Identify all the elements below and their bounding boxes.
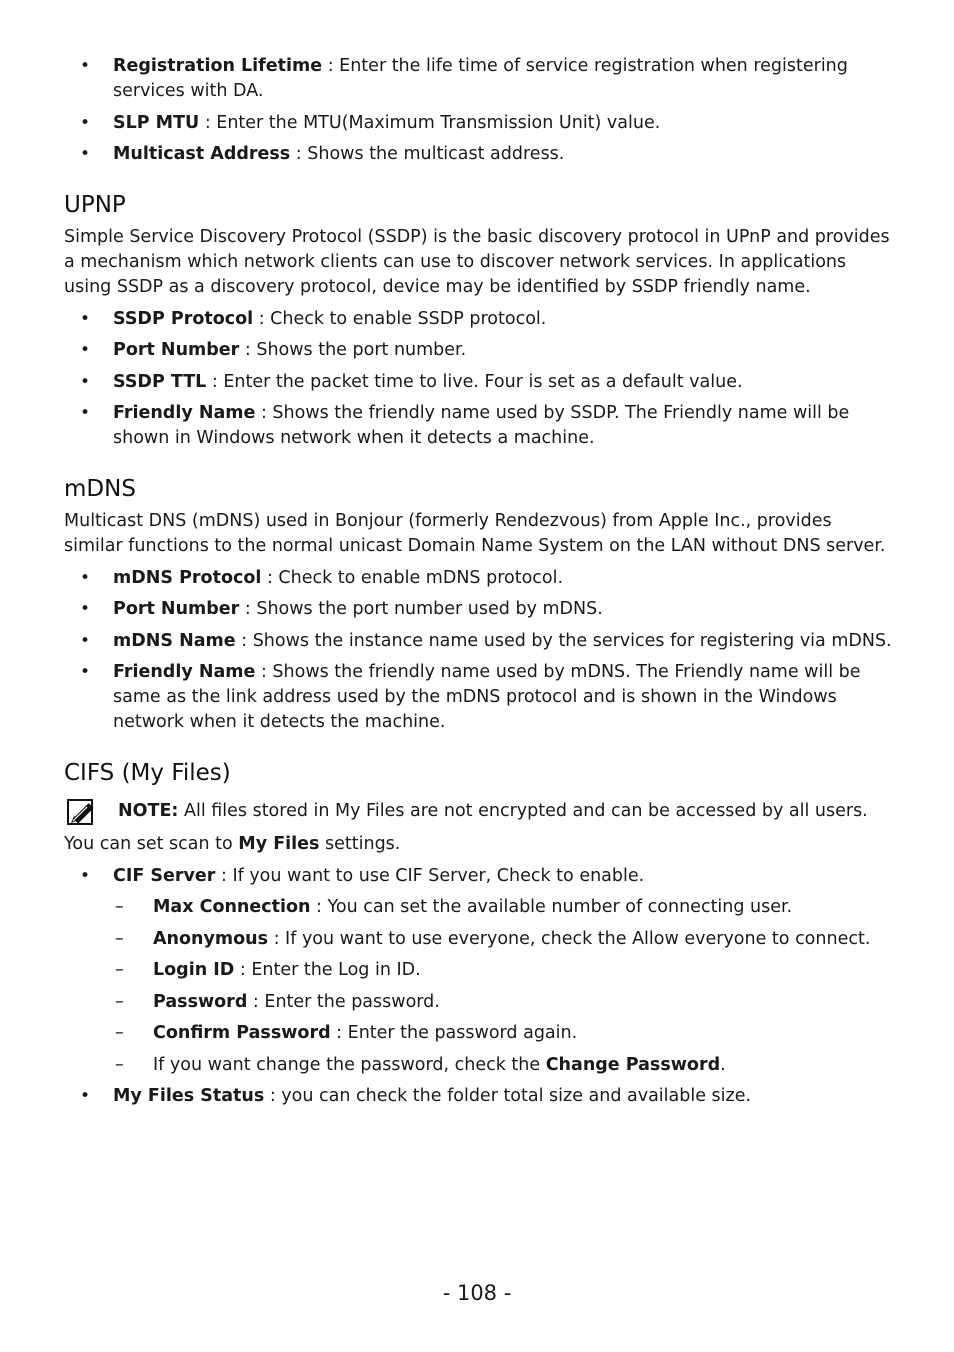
dash-icon: –: [115, 991, 124, 1012]
note-pencil-icon: [67, 799, 97, 827]
description: : Shows the multicast address.: [290, 144, 565, 164]
bullet-icon: •: [80, 371, 91, 392]
upnp-list: [64, 307, 892, 452]
description: : If you want to use everyone, check the Allow everyone to connect.: [268, 928, 871, 949]
cifs-list: [64, 864, 892, 1110]
description: : Shows the port number.: [239, 340, 467, 360]
description: : If you want to use CIF Server, Check to enable.: [215, 865, 645, 886]
term: Multicast Address: [113, 144, 291, 164]
description: : Shows the friendly name used by SSDP. The Friendly name will be shown in Windows network when it detects a machine.: [113, 403, 850, 448]
top-list: [64, 54, 892, 167]
term: mDNS Name: [113, 630, 236, 651]
bullet-icon: •: [80, 630, 91, 651]
list-item: [64, 338, 892, 363]
list-item: [64, 370, 892, 395]
term: Login ID: [153, 960, 235, 980]
intro-text-end: settings.: [319, 834, 401, 854]
description: : Shows the friendly name used by mDNS. The Friendly name will be same as the link address used by the mDNS protocol and is shown in the Windows network when it detects the machine.: [113, 662, 861, 732]
sub-list-item: [113, 927, 892, 952]
dash-icon: –: [115, 960, 124, 980]
description: : Shows the instance name used by the services for registering via mDNS.: [235, 630, 892, 651]
term: Friendly Name: [113, 403, 256, 423]
description: : Enter the life time of service registration when registering services with DA.: [113, 56, 848, 101]
bullet-icon: •: [80, 308, 91, 329]
page-number: - 108 -: [442, 1281, 512, 1305]
intro-text: You can set scan to: [64, 834, 239, 854]
list-item: [64, 597, 892, 622]
sub-list-item: [113, 895, 892, 920]
description: : Enter the MTU(Maximum Transmission Unit) value.: [199, 112, 661, 133]
description: : you can check the folder total size and available size.: [264, 1086, 752, 1106]
description: : Shows the port number used by mDNS.: [239, 599, 603, 619]
bullet-icon: •: [80, 56, 91, 76]
cif-server-sublist: [113, 895, 892, 1078]
term: Port Number: [113, 340, 240, 360]
upnp-intro: Simple Service Discovery Protocol (SSDP) is the basic discovery protocol in UPnP and provides a mechanism which network clients can use to discover network services. In applications using SSDP as a discovery protocol, device may be identified by SSDP friendly name.: [64, 227, 890, 297]
list-item: [64, 111, 892, 136]
description: : You can set the available number of connecting user.: [310, 897, 793, 917]
description: : Enter the Log in ID.: [234, 960, 421, 980]
mdns-list: [64, 566, 892, 736]
term: Password: [153, 991, 248, 1012]
bullet-icon: •: [80, 599, 91, 619]
term: Confirm Password: [153, 1023, 331, 1043]
list-item: [64, 660, 892, 735]
list-item: [64, 142, 892, 167]
list-item: [64, 401, 892, 451]
term: Port Number: [113, 599, 240, 619]
upnp-heading: UPNP: [64, 192, 126, 218]
description: : Check to enable SSDP protocol.: [253, 308, 547, 329]
bullet-icon: •: [80, 865, 91, 886]
term: My Files Status: [113, 1086, 265, 1106]
dash-icon: –: [115, 1023, 124, 1043]
term: Change Password: [545, 1054, 721, 1075]
intro-bold: My Files: [238, 834, 320, 854]
term: SSDP Protocol: [113, 308, 254, 329]
sub-list-item: [113, 1053, 892, 1078]
cifs-heading: CIFS (My Files): [64, 760, 231, 786]
description-end: .: [720, 1054, 726, 1075]
list-item: [64, 864, 892, 1078]
bullet-icon: •: [80, 144, 91, 164]
term: mDNS Protocol: [113, 567, 262, 588]
term: Registration Lifetime: [113, 56, 323, 76]
sub-list-item: [113, 990, 892, 1015]
list-item: [64, 629, 892, 654]
term: SLP MTU: [113, 112, 200, 133]
bullet-icon: •: [80, 1086, 91, 1106]
list-item: [64, 566, 892, 591]
sub-list-item: [113, 1021, 892, 1046]
sub-list-item: [113, 958, 892, 983]
bullet-icon: •: [80, 340, 91, 360]
description: : Check to enable mDNS protocol.: [261, 567, 564, 588]
bullet-icon: •: [80, 403, 91, 423]
list-item: [64, 1084, 892, 1109]
bullet-icon: •: [80, 112, 91, 133]
page-content: [64, 54, 892, 1116]
term: Anonymous: [153, 928, 269, 949]
mdns-heading: mDNS: [64, 476, 136, 502]
note-label: NOTE:: [118, 801, 179, 821]
mdns-intro: Multicast DNS (mDNS) used in Bonjour (formerly Rendezvous) from Apple Inc., provides similar functions to the normal unicast Domain Name System on the LAN without DNS server.: [64, 511, 886, 556]
note-text: All files stored in My Files are not encrypted and can be accessed by all users.: [178, 801, 868, 821]
note-box: [64, 799, 892, 824]
term: Max Connection: [153, 897, 311, 917]
dash-icon: –: [115, 1054, 124, 1075]
term: CIF Server: [113, 865, 216, 886]
dash-icon: –: [115, 897, 124, 917]
cifs-intro: [64, 832, 892, 857]
term: SSDP TTL: [113, 371, 207, 392]
bullet-icon: •: [80, 662, 91, 682]
description: If you want change the password, check the: [153, 1054, 546, 1075]
description: : Enter the password.: [247, 991, 440, 1012]
list-item: [64, 307, 892, 332]
list-item: [64, 54, 892, 104]
term: Friendly Name: [113, 662, 256, 682]
description: : Enter the password again.: [330, 1023, 578, 1043]
description: : Enter the packet time to live. Four is set as a default value.: [206, 371, 743, 392]
dash-icon: –: [115, 928, 124, 949]
bullet-icon: •: [80, 567, 91, 588]
